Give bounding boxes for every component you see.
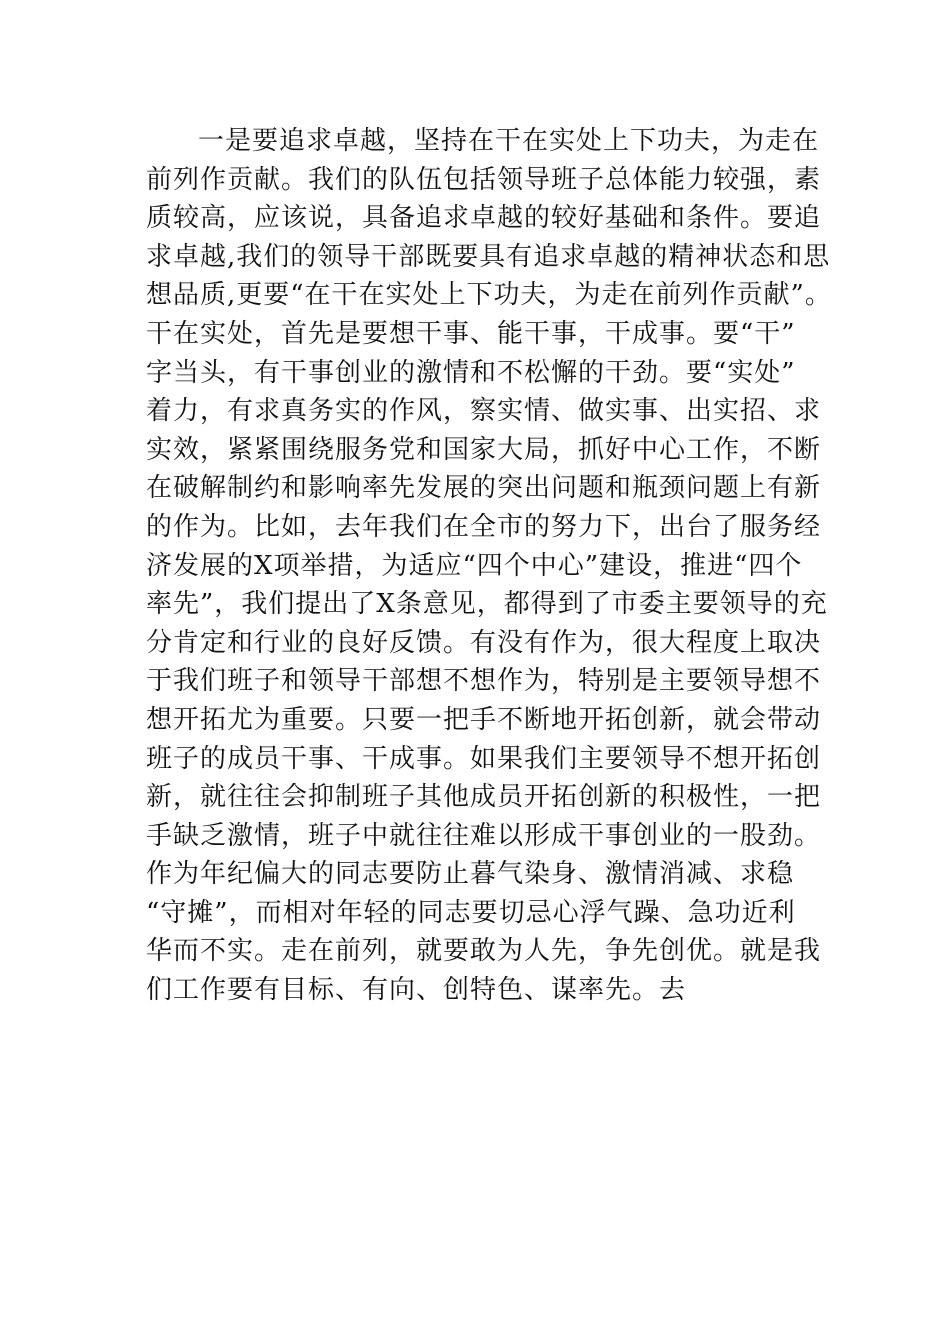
text-line: 求卓越,我们的领导干部既要具有追求卓越的精神状态和思	[146, 241, 831, 272]
text-line: 分肯定和行业的良好反馈。有没有作为，很大程度上取决	[146, 627, 822, 658]
text-line: 班子的成员干事、干成事。如果我们主要领导不想开拓创	[146, 743, 822, 774]
text-line: 新，就往往会抑制班子其他成员开拓创新的积极性，一把	[146, 782, 822, 813]
text-line: 在破解制约和影响率先发展的突出问题和瓶颈问题上有新	[146, 473, 822, 504]
text-line: 实效，紧紧围绕服务党和国家大局，抓好中心工作，不断	[146, 434, 822, 465]
text-line: 率先”，我们提出了X条意见，都得到了市委主要领导的充	[146, 589, 828, 620]
text-line: 于我们班子和领导干部想不想作为，特别是主要领导想不	[146, 666, 822, 697]
text-line: 质较高，应该说，具备追求卓越的较好基础和条件。要追	[146, 203, 822, 234]
text-line: 济发展的X项举措，为适应“四个中心”建设，推进“四个	[146, 550, 803, 581]
text-line: 手缺乏激情，班子中就往往难以形成干事创业的一股劲。	[146, 820, 822, 851]
text-line: 华而不实。走在前列，就要敢为人先，争先创优。就是我	[146, 936, 822, 967]
text-line: 想开拓尤为重要。只要一把手不断地开拓创新，就会带动	[146, 704, 822, 735]
text-line: 们工作要有目标、有向、创特色、谋率先。去	[146, 975, 687, 1006]
text-line: 一是要追求卓越，坚持在干在实处上下功夫，为走在	[198, 126, 820, 156]
text-line: 想品质,更要“在干在实处上下功夫，为走在前列作贡献”。	[146, 280, 832, 311]
text-line: 字当头，有干事创业的激情和不松懈的干劲。要“实处”	[146, 357, 796, 388]
text-line: 着力，有求真务实的作风，察实情、做实事、出实招、求	[146, 396, 822, 427]
text-line: 前列作贡献。我们的队伍包括领导班子总体能力较强，素	[146, 164, 822, 195]
text-line: 作为年纪偏大的同志要防止暮气染身、激情消减、求稳	[146, 859, 795, 890]
text-line: “守摊”，而相对年轻的同志要切忌心浮气躁、急功近利	[146, 897, 796, 928]
body-paragraph	[146, 122, 832, 1010]
text-line: 的作为。比如，去年我们在全市的努力下，出台了服务经	[146, 511, 822, 542]
text-line: 干在实处，首先是要想干事、能干事，干成事。要“干”	[146, 318, 796, 349]
